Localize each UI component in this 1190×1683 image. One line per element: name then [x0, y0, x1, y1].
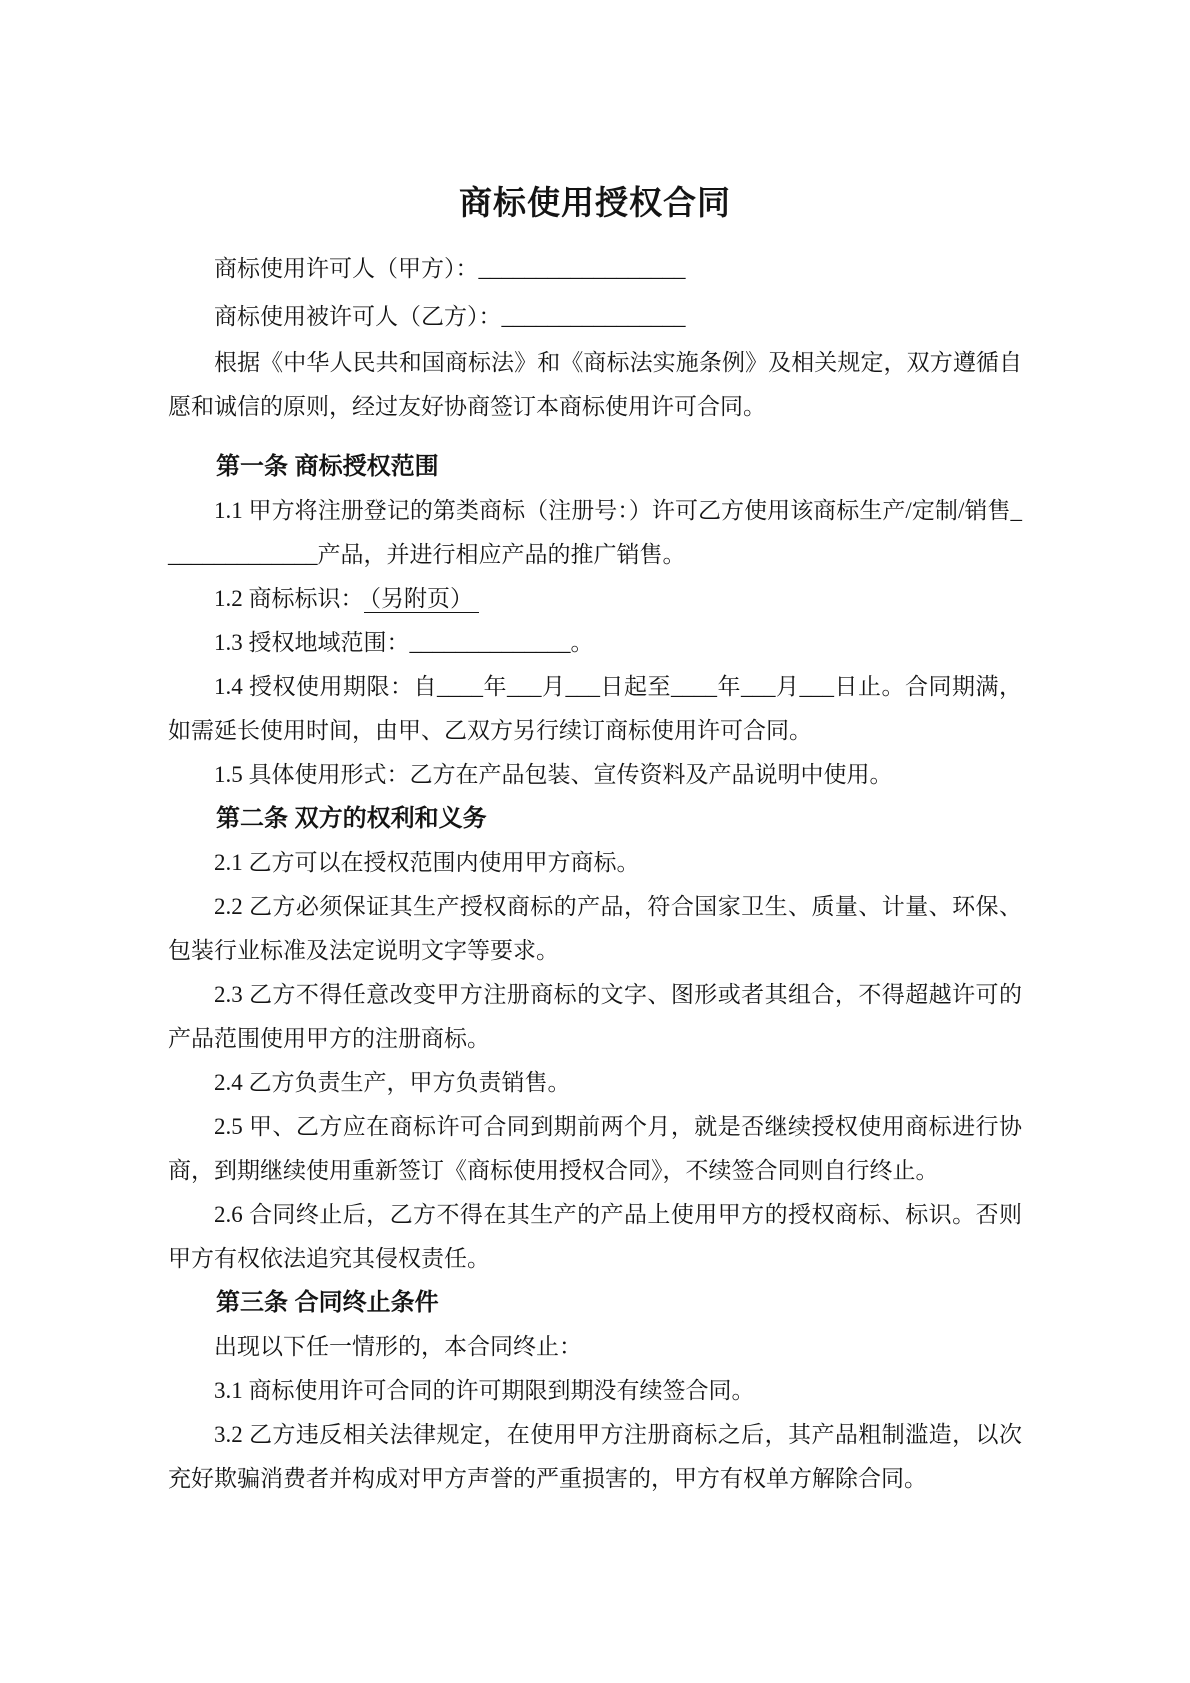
- paragraph: 2.1 乙方可以在授权范围内使用甲方商标。: [214, 850, 640, 875]
- paragraph-text: 1.2 商标标识：: [214, 586, 364, 611]
- section: [168, 445, 1022, 797]
- paragraph: 1.3 授权地域范围：______________。: [214, 630, 594, 655]
- paragraph: 3.2 乙方违反相关法律规定，在使用甲方注册商标之后，其产品粗制滥造，以次充好欺骗消费者并构成对甲方声誉的严重损害的，甲方有权单方解除合同。: [168, 1422, 1022, 1491]
- paragraph: 2.4 乙方负责生产，甲方负责销售。: [214, 1070, 571, 1095]
- paragraph: 1.5 具体使用形式：乙方在产品包装、宣传资料及产品说明中使用。: [214, 762, 893, 787]
- paragraph: 2.3 乙方不得任意改变甲方注册商标的文字、图形或者其组合，不得超越许可的产品范围使用甲方的注册商标。: [168, 982, 1022, 1051]
- intro-paragraph: 根据《中华人民共和国商标法》和《商标法实施条例》及相关规定，双方遵循自愿和诚信的原则，经过友好协商签订本商标使用许可合同。: [168, 350, 1022, 419]
- sections: [168, 445, 1022, 1501]
- paragraph: 1.1 甲方将注册登记的第类商标（注册号：）许可乙方使用该商标生产/定制/销售______________产品，并进行相应产品的推广销售。: [168, 498, 1022, 567]
- section-heading: 第二条 双方的权利和义务: [216, 805, 487, 832]
- paragraph: 1.4 授权使用期限：自____年___月___日起至____年___月___日止。合同期满，如需延长使用时间，由甲、乙双方另行续订商标使用许可合同。: [168, 674, 1022, 743]
- paragraph: 出现以下任一情形的，本合同终止：: [214, 1334, 582, 1359]
- party-a-line: 商标使用许可人（甲方）：__________________: [214, 256, 686, 281]
- paragraph: 2.5 甲、乙方应在商标许可合同到期前两个月，就是否继续授权使用商标进行协商，到期继续使用重新签订《商标使用授权合同》，不续签合同则自行终止。: [168, 1114, 1022, 1183]
- paragraph: 3.1 商标使用许可合同的许可期限到期没有续签合同。: [214, 1378, 755, 1403]
- party-block: [168, 245, 1022, 341]
- section-heading: 第三条 合同终止条件: [216, 1289, 439, 1316]
- paragraph: 2.6 合同终止后，乙方不得在其生产的产品上使用甲方的授权商标、标识。否则甲方有权依法追究其侵权责任。: [168, 1202, 1022, 1271]
- section: [168, 797, 1022, 1281]
- underlined-blank: （另附页）: [364, 586, 480, 613]
- paragraph: [168, 577, 1022, 621]
- party-b-line: 商标使用被许可人（乙方）：________________: [214, 304, 686, 329]
- section: [168, 1281, 1022, 1501]
- document-title: 商标使用授权合同: [459, 184, 731, 221]
- section-heading: 第一条 商标授权范围: [216, 453, 439, 480]
- paragraph: 2.2 乙方必须保证其生产授权商标的产品，符合国家卫生、质量、计量、环保、包装行业标准及法定说明文字等要求。: [168, 894, 1022, 963]
